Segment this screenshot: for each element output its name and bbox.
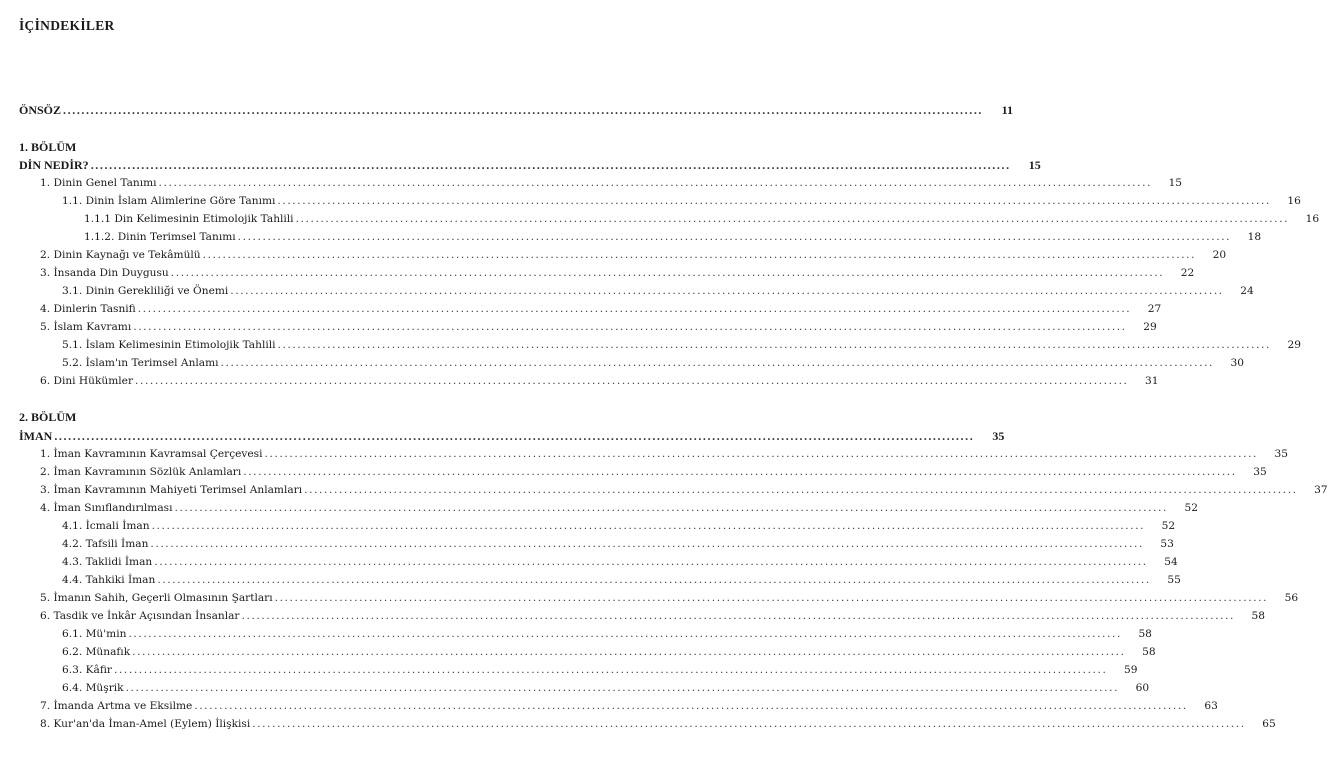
leader-dots: ........................................................................................................................................................................................................ bbox=[202, 249, 1197, 261]
toc-entry-label: 6.1. Mü'min bbox=[62, 628, 127, 640]
toc-entry[interactable] bbox=[0, 445, 1289, 463]
toc-entry-label: 4.4. Tahkiki İman bbox=[62, 574, 156, 586]
toc-entry-label: 5. İslam Kavramı bbox=[40, 321, 132, 333]
leader-dots: ........................................................................................................................................................................................................ bbox=[274, 592, 1269, 604]
leader-dots: ........................................................................................................................................................................................................ bbox=[174, 502, 1168, 514]
toc-entry-page: 24 bbox=[1240, 285, 1254, 297]
toc-entry-page: 11 bbox=[1001, 103, 1014, 117]
toc-entry-page: 22 bbox=[1180, 267, 1195, 279]
toc-entry-label: 4. İman Sınıflandırılması bbox=[40, 502, 173, 514]
toc-entry[interactable] bbox=[0, 481, 1328, 499]
toc-entry[interactable] bbox=[0, 282, 1254, 300]
toc-entry-page: 53 bbox=[1160, 538, 1174, 550]
toc-entry[interactable] bbox=[0, 607, 1265, 625]
toc-entry[interactable] bbox=[0, 192, 1301, 210]
part-label: 2. BÖLÜM bbox=[19, 410, 77, 424]
toc-entry-label: 1.1. Dinin İslam Alimlerine Göre Tanımı bbox=[62, 195, 276, 207]
toc-entry-label: 6. Dini Hükümler bbox=[40, 375, 134, 387]
chapter-title: DİN NEDİR? bbox=[19, 158, 89, 172]
leader-dots: ........................................................................................................................................................................................................ bbox=[150, 538, 1144, 550]
toc-entry-page: 16 bbox=[1305, 213, 1320, 225]
leader-dots: ........................................................................................................................................................................................................ bbox=[157, 574, 1151, 586]
leader-dots: ........................................................................................................................................................................................................ bbox=[170, 267, 1165, 279]
toc-entry-label: 4.2. Tafsili İman bbox=[62, 538, 149, 550]
toc-entry-page: 59 bbox=[1123, 664, 1138, 676]
toc-entry-page: 35 bbox=[1274, 448, 1289, 460]
toc-entry[interactable] bbox=[0, 174, 1183, 192]
leader-dots: ........................................................................................................................................................................................................ bbox=[237, 231, 1232, 243]
toc-entry-page: 58 bbox=[1142, 646, 1156, 658]
leader-dots: ........................................................................................................................................................................................................ bbox=[264, 448, 1259, 460]
toc-entry-label: 7. İmanda Artma ve Eksilme bbox=[40, 700, 193, 712]
toc-entry[interactable] bbox=[0, 517, 1176, 535]
leader-dots: ........................................................................................................................................................................................................ bbox=[243, 466, 1237, 478]
toc-entry-page: 30 bbox=[1230, 357, 1245, 369]
toc-entry[interactable] bbox=[0, 336, 1301, 354]
toc-entry-page: 29 bbox=[1287, 339, 1301, 351]
toc-entry[interactable] bbox=[0, 372, 1159, 390]
toc-entry-label: 2. Dinin Kaynağı ve Tekâmülü bbox=[40, 249, 201, 261]
leader-dots: ........................................................................................................................................................................................................ bbox=[295, 213, 1290, 225]
leader-dots: ........................................................................................................................................................................................................ bbox=[125, 682, 1120, 694]
leader-dots: ........................................................................................................................................................................................................ bbox=[252, 718, 1246, 730]
toc-entry[interactable] bbox=[0, 571, 1181, 589]
leader-dots: ........................................................................................................................................................................................................ bbox=[220, 357, 1215, 369]
toc-entry-page: 15 bbox=[1168, 177, 1183, 189]
toc-entry-label: 1.1.2. Dinin Terimsel Tanımı bbox=[84, 231, 236, 243]
leader-dots: ........................................................................................................................................................................................................ bbox=[113, 664, 1108, 676]
leader-dots: ........................................................................................................................................................................................................ bbox=[151, 520, 1146, 532]
chapter-page: 15 bbox=[1028, 158, 1041, 172]
chapter-entry[interactable] bbox=[0, 427, 1005, 445]
leader-dots: ........................................................................................................................................................................................................ bbox=[133, 321, 1127, 333]
toc-entry-label: 6.4. Müşrik bbox=[62, 682, 124, 694]
toc-entry[interactable] bbox=[0, 463, 1267, 481]
toc-entry[interactable] bbox=[0, 715, 1276, 733]
toc-entry[interactable] bbox=[0, 553, 1178, 571]
toc-entry[interactable] bbox=[0, 228, 1262, 246]
toc-entry-preface[interactable] bbox=[0, 101, 1014, 119]
toc-entry[interactable] bbox=[0, 661, 1138, 679]
toc-entry-label: 1. İman Kavramının Kavramsal Çerçevesi bbox=[40, 448, 263, 460]
toc-entry-label: 3.1. Dinin Gerekliliği ve Önemi bbox=[62, 285, 229, 297]
toc-heading: İÇİNDEKİLER bbox=[19, 18, 115, 33]
toc-entry-page: 55 bbox=[1167, 574, 1181, 586]
toc-entry-label: 5. İmanın Sahih, Geçerli Olmasının Şartları bbox=[40, 592, 273, 604]
toc-entry-label: 3. İman Kavramının Mahiyeti Terimsel Anlamları bbox=[40, 484, 303, 496]
leader-dots: ........................................................................................................................................................................................................ bbox=[135, 375, 1129, 387]
toc-entry[interactable] bbox=[0, 697, 1218, 715]
toc-entry-label: 8. Kur'an'da İman-Amel (Eylem) İlişkisi bbox=[40, 718, 251, 730]
toc-entry-page: 60 bbox=[1135, 682, 1150, 694]
toc-entry-label: 6. Tasdik ve İnkâr Açısından İnsanlar bbox=[40, 610, 240, 622]
toc-entry-label: 6.2. Münafık bbox=[62, 646, 131, 658]
toc-entry-page: 52 bbox=[1161, 520, 1176, 532]
leader-dots: ........................................................................................................................................................................................................ bbox=[54, 429, 975, 443]
chapter-entry[interactable] bbox=[0, 156, 1041, 174]
toc-entry[interactable] bbox=[0, 589, 1299, 607]
toc-entry[interactable] bbox=[0, 210, 1320, 228]
toc-entry-label: ÖNSÖZ bbox=[19, 103, 62, 117]
toc-entry[interactable] bbox=[0, 246, 1227, 264]
toc-entry-page: 27 bbox=[1147, 303, 1162, 315]
leader-dots: ........................................................................................................................................................................................................ bbox=[90, 158, 1011, 172]
toc-entry-label: 3. İnsanda Din Duygusu bbox=[40, 267, 169, 279]
toc-entry[interactable] bbox=[0, 300, 1162, 318]
toc-entry[interactable] bbox=[0, 264, 1195, 282]
leader-dots: ........................................................................................................................................................................................................ bbox=[137, 303, 1132, 315]
toc-entry-label: 5.1. İslam Kelimesinin Etimolojik Tahlili bbox=[62, 339, 276, 351]
toc-entry-page: 31 bbox=[1145, 375, 1159, 387]
toc-entry-label: 1.1.1 Din Kelimesinin Etimolojik Tahlili bbox=[84, 213, 294, 225]
toc-entry-label: 4.1. İcmali İman bbox=[62, 520, 150, 532]
leader-dots: ........................................................................................................................................................................................................ bbox=[154, 556, 1148, 568]
toc-entry-page: 63 bbox=[1204, 700, 1218, 712]
toc-entry-page: 58 bbox=[1251, 610, 1265, 622]
toc-entry-page: 35 bbox=[1253, 466, 1267, 478]
toc-entry-label: 2. İman Kavramının Sözlük Anlamları bbox=[40, 466, 242, 478]
toc-entry-label: 4. Dinlerin Tasnifi bbox=[40, 303, 136, 315]
leader-dots: ........................................................................................................................................................................................................ bbox=[230, 285, 1224, 297]
toc-entry[interactable] bbox=[0, 354, 1245, 372]
toc-entry-page: 65 bbox=[1262, 718, 1276, 730]
toc-entry[interactable] bbox=[0, 643, 1156, 661]
leader-dots: ........................................................................................................................................................................................................ bbox=[277, 195, 1271, 207]
toc-entry-label: 1. Dinin Genel Tanımı bbox=[40, 177, 157, 189]
chapter-title: İMAN bbox=[19, 429, 53, 443]
part-label: 1. BÖLÜM bbox=[19, 140, 77, 154]
toc-entry-page: 18 bbox=[1247, 231, 1262, 243]
chapter-page: 35 bbox=[992, 429, 1005, 443]
leader-dots: ........................................................................................................................................................................................................ bbox=[128, 628, 1122, 640]
toc-entry-page: 29 bbox=[1143, 321, 1157, 333]
toc-entry-page: 16 bbox=[1287, 195, 1301, 207]
toc-entry[interactable] bbox=[0, 318, 1157, 336]
toc-entry-page: 37 bbox=[1314, 484, 1328, 496]
toc-entry-page: 58 bbox=[1138, 628, 1152, 640]
toc-entry-label: 5.2. İslam'ın Terimsel Anlamı bbox=[62, 357, 219, 369]
toc-entry[interactable] bbox=[0, 535, 1174, 553]
toc-entry-page: 54 bbox=[1164, 556, 1178, 568]
toc-entry[interactable] bbox=[0, 625, 1152, 643]
toc-entry-page: 52 bbox=[1184, 502, 1198, 514]
toc-entry[interactable] bbox=[0, 679, 1150, 697]
leader-dots: ........................................................................................................................................................................................................ bbox=[277, 339, 1271, 351]
toc-entry-label: 4.3. Taklidi İman bbox=[62, 556, 153, 568]
leader-dots: ........................................................................................................................................................................................................ bbox=[132, 646, 1126, 658]
leader-dots: ........................................................................................................................................................................................................ bbox=[241, 610, 1235, 622]
leader-dots: ........................................................................................................................................................................................................ bbox=[194, 700, 1188, 712]
leader-dots: ........................................................................................................................................................................................................ bbox=[304, 484, 1298, 496]
toc-entry[interactable] bbox=[0, 499, 1198, 517]
leader-dots: ........................................................................................................................................................................................................ bbox=[158, 177, 1153, 189]
toc-entry-label: 6.3. Kâfir bbox=[62, 664, 112, 676]
leader-dots: ........................................................................................................................................................................................................ bbox=[63, 103, 984, 117]
toc-entry-page: 56 bbox=[1284, 592, 1299, 604]
toc-entry-page: 20 bbox=[1212, 249, 1227, 261]
